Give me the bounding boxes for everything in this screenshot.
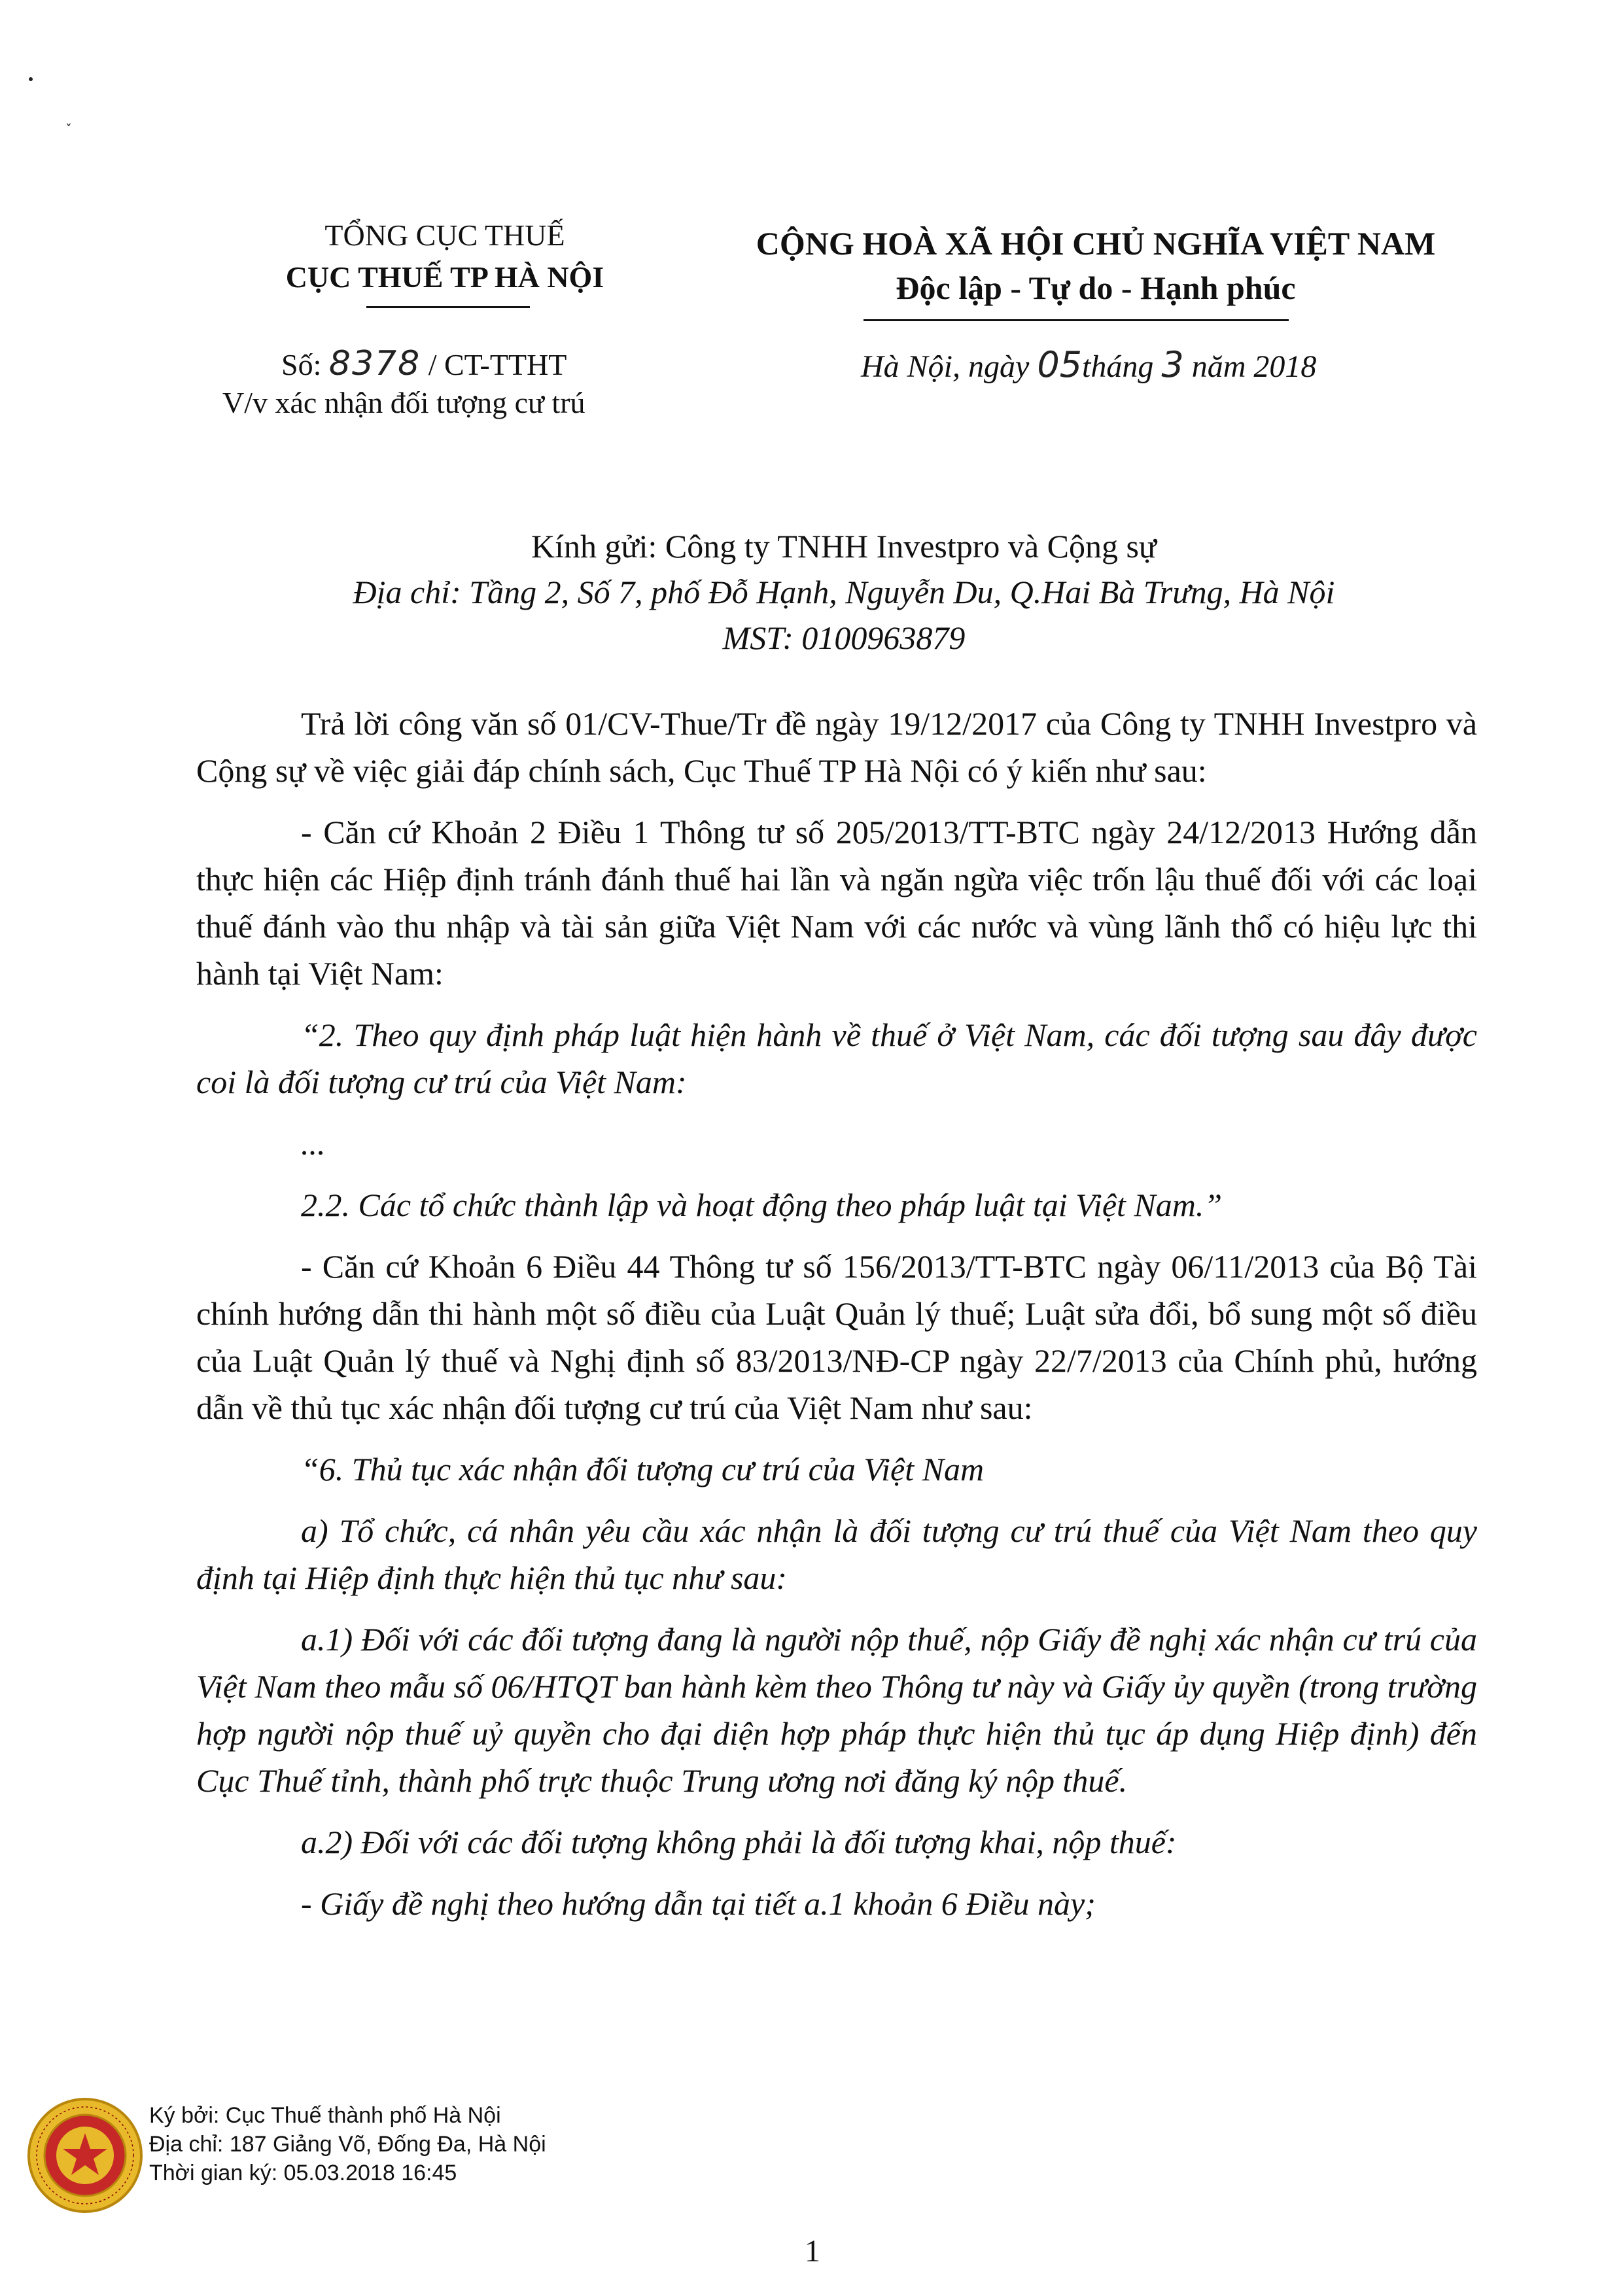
recipient-tax-code: MST: 0100963879 [722, 619, 966, 656]
recipient-line: Kính gửi: Công ty TNHH Investpro và Cộng sự [531, 528, 1157, 565]
quote-procedure-a: a) Tổ chức, cá nhân yêu cầu xác nhận là đối tượng cư trú thuế của Việt Nam theo quy định tại Hiệp định thực hiện thủ tục như sau: [196, 1512, 1477, 1596]
quote-procedure-title: “6. Thủ tục xác nhận đối tượng cư trú của Việt Nam [301, 1451, 985, 1487]
doc-number-handwritten: 8378 [328, 344, 421, 383]
subject-text: V/v xác nhận đối tượng cư trú [222, 386, 585, 419]
paragraph-legal-basis-2: - Căn cứ Khoản 6 Điều 44 Thông tư số 156/2013/TT-BTC ngày 06/11/2013 của Bộ Tài chính hướng dẫn thi hành một số điều của Luật Quản lý thuế; Luật sửa đổi, bổ sung một số điều của Luật Quản lý thuế và Nghị định số 83/2013/NĐ-CP ngày 22/7/2013 của Chính phủ, hướng dẫn về thủ tục xác nhận đối tượng cư trú của Việt Nam như sau: [196, 1248, 1477, 1426]
scan-speck [29, 77, 33, 81]
tax-department-seal-icon [26, 2096, 144, 2214]
motto-underline [864, 319, 1289, 321]
quote-ellipsis: ... [301, 1125, 326, 1162]
quote-procedure-a2-item: - Giấy đề nghị theo hướng dẫn tại tiết a.1 khoản 6 Điều này; [301, 1885, 1096, 1922]
issuer-parent: TỔNG CỤC THUẾ [324, 218, 565, 252]
signed-by: Ký bởi: Cục Thuế thành phố Hà Nội [149, 2103, 501, 2128]
doc-number-prefix: Số: [281, 348, 322, 381]
issuer-block [236, 215, 654, 298]
quote-procedure-a1: a.1) Đối với các đối tượng đang là người nộp thuế, nộp Giấy đề nghị xác nhận cư trú của Việt Nam theo mẫu số 06/HTQT ban hành kèm theo Thông tư này và Giấy ủy quyền (trong trường hợp người nộp thuế uỷ quyền cho đại diện hợp pháp thực hiện thủ tục áp dụng Hiệp định) đến Cục Thuế tỉnh, thành phố trực thuộc Trung ương nơi đăng ký nộp thuế. [196, 1621, 1477, 1799]
paragraph-reply: Trả lời công văn số 01/CV-Thue/Tr đề ngày 19/12/2017 của Công ty TNHH Investpro và Cộng sự về việc giải đáp chính sách, Cục Thuế TP Hà Nội có ý kiến như sau: [196, 705, 1477, 789]
quote-procedure-a2: a.2) Đối với các đối tượng không phải là đối tượng khai, nộp thuế: [301, 1824, 1177, 1860]
document-subject [222, 383, 585, 423]
signing-time: Thời gian ký: 05.03.2018 16:45 [149, 2161, 457, 2185]
signer-address: Địa chỉ: 187 Giảng Võ, Đống Đa, Hà Nội [149, 2132, 546, 2157]
issuer-underline [366, 306, 530, 308]
digital-signature-info [149, 2101, 546, 2187]
page-number: 1 [805, 2234, 820, 2269]
quote-residency-definition: “2. Theo quy định pháp luật hiện hành về thuế ở Việt Nam, các đối tượng sau đây được coi là đối tượng cư trú của Việt Nam: [196, 1017, 1477, 1100]
letter-body [196, 700, 1477, 1941]
issuer-name: CỤC THUẾ TP HÀ NỘI [285, 260, 604, 294]
date-month: 3 [1161, 344, 1184, 385]
document-number [281, 343, 567, 386]
quote-organizations: 2.2. Các tổ chức thành lập và hoạt động theo pháp luật tại Việt Nam.” [301, 1187, 1223, 1223]
recipient-block [196, 523, 1492, 661]
date-prefix: Hà Nội, ngày [861, 349, 1030, 384]
document-date [861, 344, 1316, 388]
national-heading [720, 221, 1472, 310]
scan-mark: ˇ [65, 122, 72, 137]
nation-title: CỘNG HOÀ XÃ HỘI CHỦ NGHĨA VIỆT NAM [756, 225, 1436, 262]
doc-number-suffix: / CT-TTHT [428, 348, 567, 381]
date-year: năm 2018 [1191, 349, 1317, 384]
recipient-address: Địa chỉ: Tầng 2, Số 7, phố Đỗ Hạnh, Nguyễn Du, Q.Hai Bà Trưng, Hà Nội [353, 574, 1335, 610]
date-month-label: tháng [1082, 349, 1154, 384]
nation-motto: Độc lập - Tự do - Hạnh phúc [896, 270, 1296, 306]
paragraph-legal-basis-1: - Căn cứ Khoản 2 Điều 1 Thông tư số 205/2013/TT-BTC ngày 24/12/2013 Hướng dẫn thực hiện các Hiệp định tránh đánh thuế hai lần và ngăn ngừa việc trốn lậu thuế đối với các loại thuế đánh vào thu nhập và tài sản giữa Việt Nam với các nước và vùng lãnh thổ có hiệu lực thi hành tại Việt Nam: [196, 814, 1477, 992]
date-day: 05 [1037, 344, 1083, 385]
